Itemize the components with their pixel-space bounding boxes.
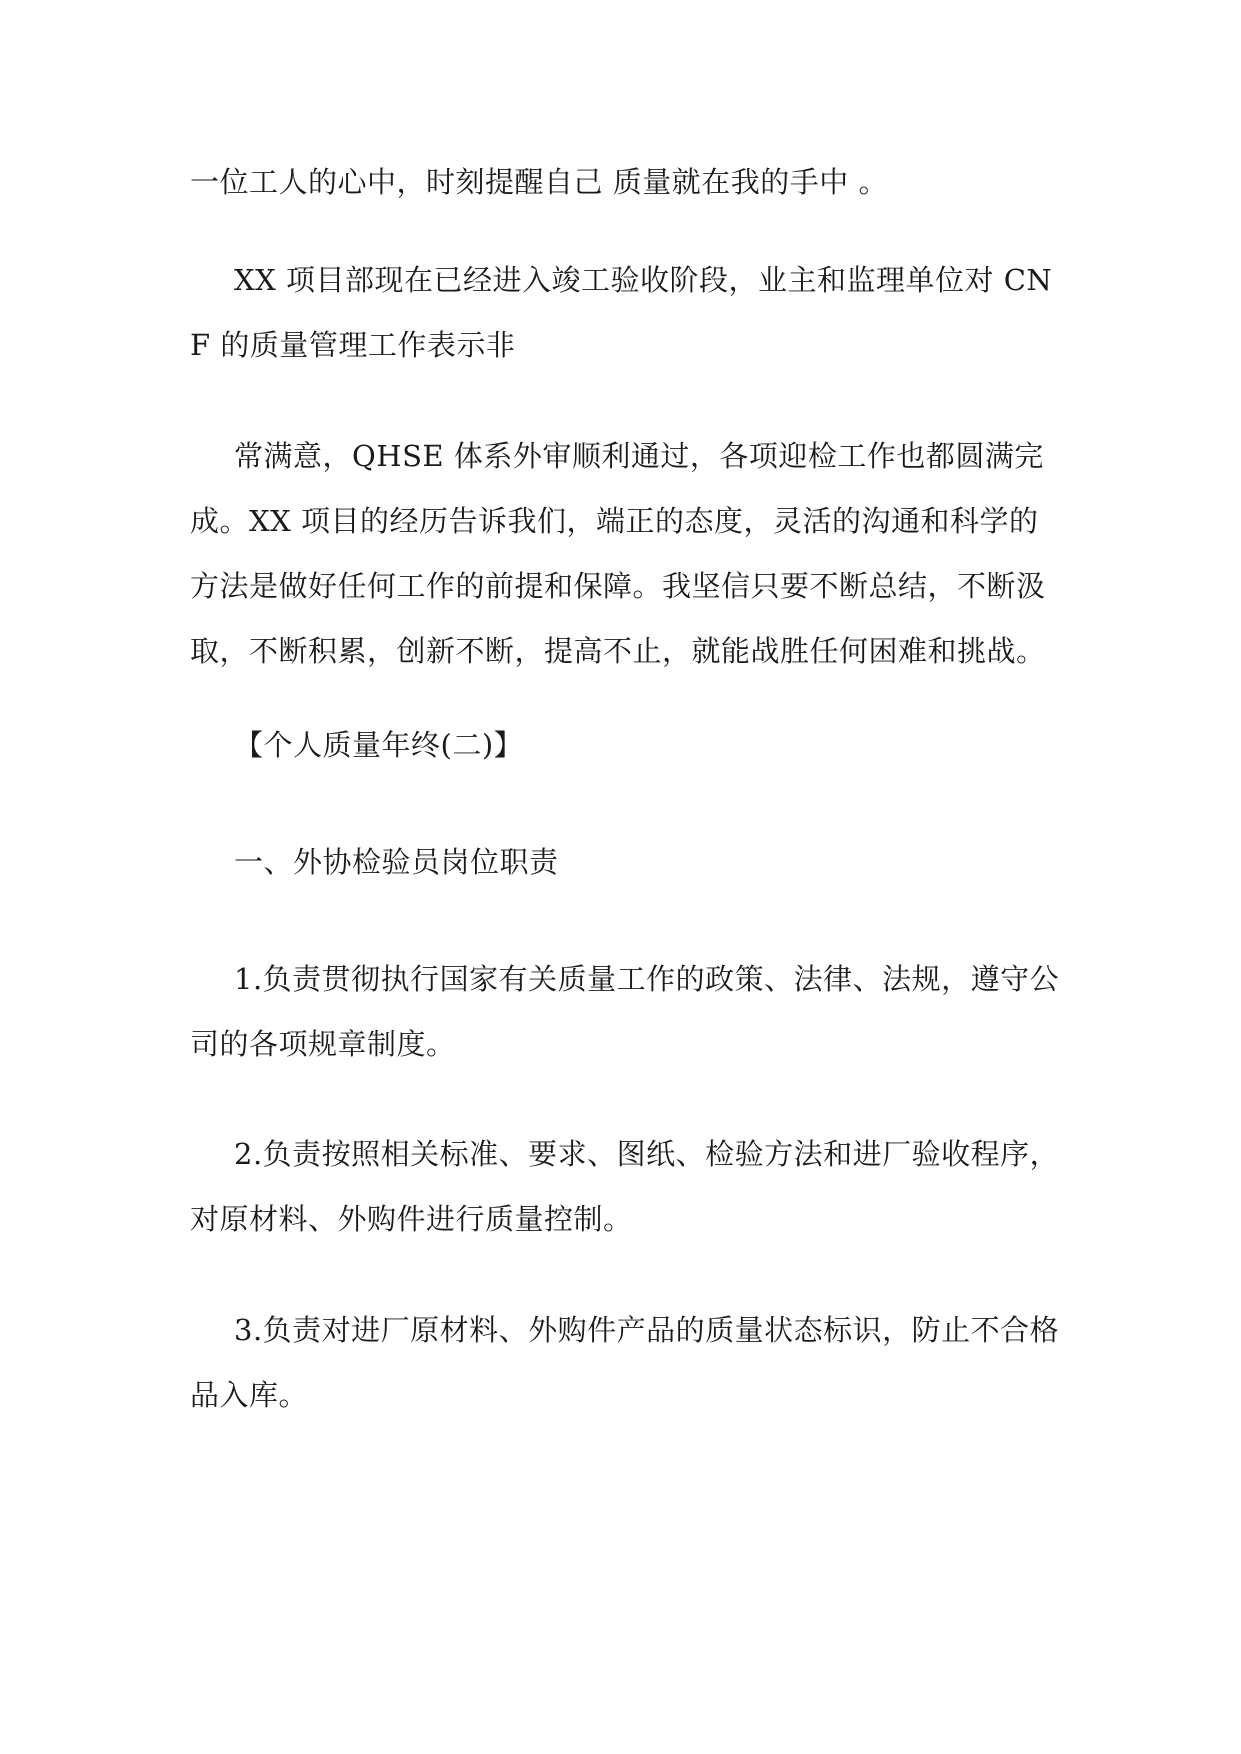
list-item-2: 2.负责按照相关标准、要求、图纸、检验方法和进厂验收程序，对原材料、外购件进行质量控制。 bbox=[190, 1137, 1060, 1236]
paragraph-continuation: 一位工人的心中，时刻提醒自己 质量就在我的手中 。 bbox=[190, 165, 888, 199]
paragraph-experience-summary: 常满意，QHSE 体系外审顺利通过，各项迎检工作也都圆满完成。XX 项目的经历告诉我们，端正的态度，灵活的沟通和科学的方法是做好任何工作的前提和保障。我坚信只要不断总结，不断汲取，不断积累，创新不断，提高不止，就能战胜任何困难和挑战。 bbox=[190, 439, 1046, 668]
list-item-3: 3.负责对进厂原材料、外购件产品的质量状态标识，防止不合格品入库。 bbox=[190, 1313, 1060, 1412]
paragraph-project-acceptance: XX 项目部现在已经进入竣工验收阶段，业主和监理单位对 CNF 的质量管理工作表示非 bbox=[190, 263, 1053, 362]
subsection-heading: 一、外协检验员岗位职责 bbox=[234, 845, 559, 879]
section-heading: 【个人质量年终(二)】 bbox=[234, 728, 524, 762]
list-item-1: 1.负责贯彻执行国家有关质量工作的政策、法律、法规，遵守公司的各项规章制度。 bbox=[190, 962, 1060, 1061]
